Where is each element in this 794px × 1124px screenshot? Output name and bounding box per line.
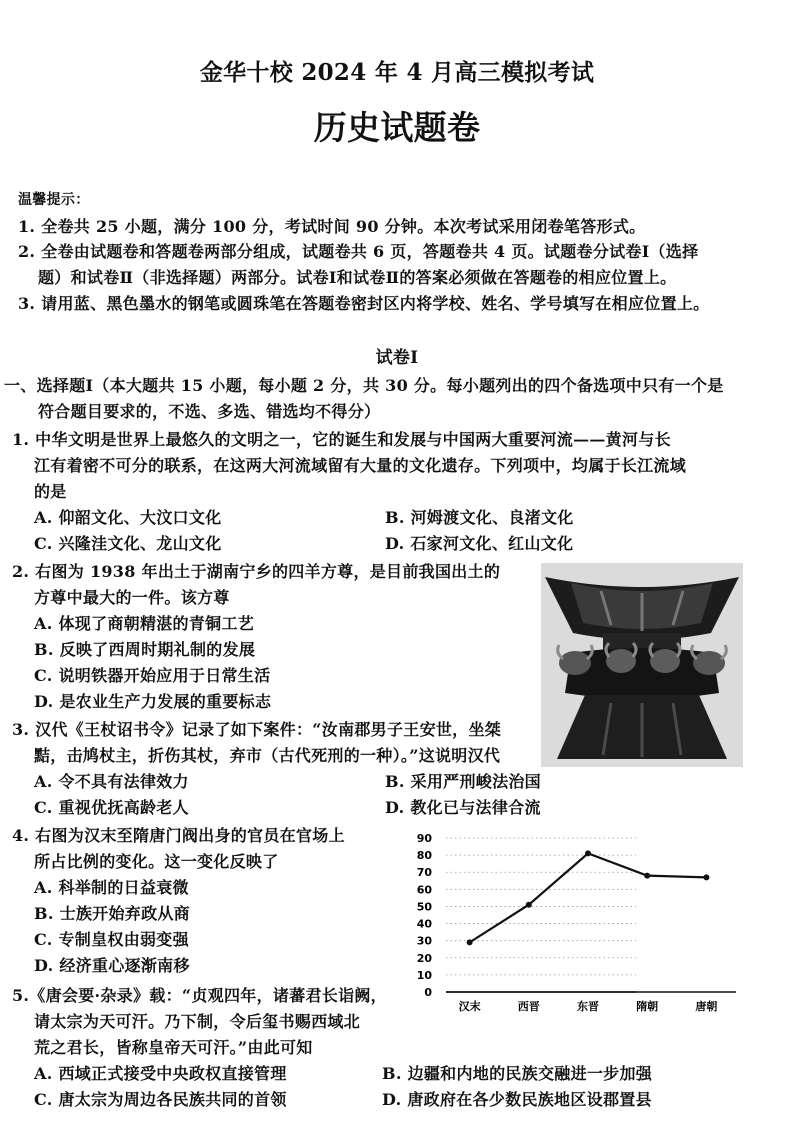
option-a: A. 体现了商朝精湛的青铜工艺 (34, 614, 255, 633)
chart-y-tick-label: 90 (416, 832, 432, 845)
question-stem: 的是 (34, 482, 67, 501)
notice-heading: 温馨提示： (18, 192, 90, 208)
option-a: A. 令不具有法律效力 (34, 772, 189, 791)
chart-y-tick-label: 20 (416, 951, 432, 965)
option-b: B. 河姆渡文化、良渚文化 (385, 508, 574, 527)
question-stem: 请太宗为天可汗。乃下制，令后玺书赐西域北 (34, 1012, 361, 1031)
section-instruction: 一、选择题Ⅰ（本大题共 15 小题，每小题 2 分，共 30 分。每小题列出的四个备选项中只有一个是 (4, 376, 724, 395)
question-stem: 江有着密不可分的联系，在这两大河流域留有大量的文化遗存。下列项中，均属于长江流域 (34, 456, 687, 475)
chart-x-tick-label: 西晋 (517, 1000, 540, 1013)
option-d: D. 石家河文化、红山文化 (385, 534, 574, 553)
chart-x-tick-label: 汉末 (458, 1000, 481, 1013)
chart-y-tick-label: 60 (416, 883, 432, 897)
option-b: B. 士族开始弃政从商 (34, 904, 190, 923)
option-c: C. 专制皇权由弱变强 (34, 930, 189, 949)
notice-line: 2. 全卷由试题卷和答题卷两部分组成，试题卷共 6 页，答题卷共 4 页。试题卷分试卷Ⅰ（选择 (18, 242, 699, 261)
chart-y-tick-label: 0 (424, 986, 432, 999)
chart-y-tick-label: 80 (416, 849, 432, 863)
chart-y-tick-label: 70 (416, 866, 432, 880)
option-c: C. 兴隆洼文化、龙山文化 (34, 534, 222, 553)
notice-line: 题）和试卷Ⅱ（非选择题）两部分。试卷Ⅰ和试卷Ⅱ的答案必须做在答题卷的相应位置上。 (38, 268, 677, 287)
chart-x-tick-label: 隋朝 (636, 1000, 659, 1013)
option-a: A. 西域正式接受中央政权直接管理 (34, 1064, 287, 1083)
section-title: 试卷Ⅰ (375, 348, 419, 368)
exam-title: 金华十校 2024 年 4 月高三模拟考试 (199, 59, 595, 86)
question-stem: 黠，击鸠杖主，折伤其杖，弃市（古代死刑的一种）。”这说明汉代 (34, 746, 501, 765)
bronze-zun-image (541, 563, 743, 767)
option-a: A. 仰韶文化、大汶口文化 (34, 508, 222, 527)
option-c: C. 唐太宗为周边各民族共同的首领 (34, 1090, 287, 1109)
option-c: C. 重视优抚高龄老人 (34, 798, 189, 817)
option-d: D. 唐政府在各少数民族地区设郡置县 (382, 1090, 652, 1109)
option-d: D. 是农业生产力发展的重要标志 (34, 692, 272, 711)
chart-y-tick-label: 50 (416, 900, 432, 914)
question-stem: 荒之君长，皆称皇帝天可汗。”由此可知 (34, 1038, 313, 1057)
chart-y-tick-label: 10 (416, 968, 432, 982)
chart-data-point (467, 939, 473, 945)
notice-line: 3. 请用蓝、黑色墨水的钢笔或圆珠笔在答题卷密封区内将学校、姓名、学号填写在相应位置上。 (18, 294, 710, 313)
chart-data-point (526, 902, 532, 908)
officials-ratio-chart (410, 828, 740, 1020)
option-b: B. 反映了西周时期礼制的发展 (34, 640, 256, 659)
notice-line: 1. 全卷共 25 小题，满分 100 分，考试时间 90 分钟。本次考试采用闭卷笔答形式。 (18, 217, 646, 236)
question-stem: 方尊中最大的一件。该方尊 (34, 588, 230, 607)
question-stem: 1. 中华文明是世界上最悠久的文明之一，它的诞生和发展与中国两大重要河流——黄河与长 (12, 430, 671, 449)
chart-data-point (703, 874, 709, 880)
question-stem: 4. 右图为汉末至隋唐门阀出身的官员在官场上 (12, 826, 345, 845)
chart-data-point (644, 873, 650, 879)
option-c: C. 说明铁器开始应用于日常生活 (34, 666, 271, 685)
chart-y-tick-label: 40 (416, 917, 432, 931)
question-stem: 所占比例的变化。这一变化反映了 (34, 852, 279, 871)
option-d: D. 经济重心逐渐南移 (34, 956, 190, 975)
section-instruction: 符合题目要求的，不选、多选、错选均不得分） (38, 402, 381, 421)
option-b: B. 采用严刑峻法治国 (385, 772, 541, 791)
option-b: B. 边疆和内地的民族交融进一步加强 (382, 1064, 653, 1083)
subject-title: 历史试题卷 (313, 108, 481, 147)
chart-data-point (585, 850, 591, 856)
question-stem: 5.《唐会要·杂录》载：“贞观四年，诸蕃君长诣阙， (12, 986, 387, 1005)
chart-series-line (470, 853, 707, 942)
question-stem: 2. 右图为 1938 年出土于湖南宁乡的四羊方尊，是目前我国出土的 (12, 562, 501, 581)
chart-x-tick-label: 东晋 (577, 1000, 599, 1013)
chart-y-tick-label: 30 (416, 934, 432, 948)
question-stem: 3. 汉代《王杖诏书令》记录了如下案件：“汝南郡男子王安世，坐桀 (12, 720, 502, 739)
option-d: D. 教化已与法律合流 (385, 798, 541, 817)
option-a: A. 科举制的日益衰微 (34, 878, 189, 897)
chart-x-tick-label: 唐朝 (695, 1000, 718, 1013)
